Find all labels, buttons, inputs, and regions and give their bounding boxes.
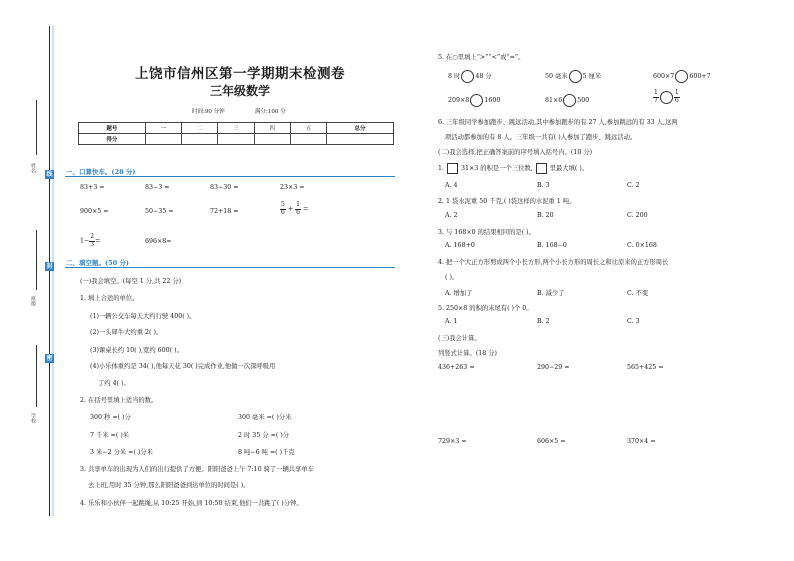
choice-2: 2. 1 袋水泥重 50 千克,( )袋这样的水泥重 1 吨。 (438, 198, 576, 205)
binding-line (49, 26, 50, 516)
calc-item: 729×3 = (438, 438, 467, 445)
choice-option[interactable]: C. 2 (627, 182, 640, 189)
q2-item: 2 时 35 分 =( )分 (238, 432, 290, 439)
choice-3: 3. 与 168×0 的结果相同的是( )。 (438, 229, 535, 236)
fraction: $\frac{1}{7}$ (654, 89, 658, 104)
s1-item: 50−35 = (145, 208, 174, 215)
seal-mark-3: 密 (46, 355, 53, 362)
q5-item: 8 时 48 分 (448, 70, 492, 83)
section-2-rule (65, 267, 395, 268)
question-2: 2. 在括号里填上适当的数。 (80, 397, 158, 404)
s1-fraction-sum: $\frac{5}{6}$ + $\frac{1}{6}$ = (281, 201, 309, 216)
score-cell[interactable] (145, 134, 181, 145)
exam-score: 满分:100 分 (255, 109, 286, 115)
choice-5: 5. 250×8 的积的末尾有( )个 0。 (438, 305, 533, 312)
exam-time: 时间:90 分钟 (192, 109, 225, 115)
name-blank[interactable] (36, 100, 37, 155)
question-5: 5. 在○里填上“>”“<”或“=”。 (438, 54, 525, 61)
score-header-cell: 一 (145, 123, 181, 134)
q5-item: 600×7 600+7 (653, 70, 711, 83)
subsection-1-title: (一)我会填空。(每空 1 分,共 22 分) (80, 278, 182, 285)
compare-circle[interactable] (563, 94, 576, 107)
compare-circle[interactable] (461, 70, 474, 83)
q2-item: 300 毫米 =( )分米 (238, 414, 292, 421)
calc-item: 565+425 = (627, 364, 664, 371)
score-cell[interactable] (254, 134, 290, 145)
choice-option[interactable]: A. 4 (445, 182, 458, 189)
s1-item: 83−30 = (210, 184, 239, 191)
exam-subtitle: 三年级数学 (209, 84, 270, 98)
fraction: $\frac{5}{6}$ (281, 201, 285, 216)
choice-option[interactable]: A. 168+0 (445, 242, 475, 249)
question-6: 6. 三年级同学参加跑步、跳远活动,其中参加跑步的有 27 人,参加跳远的有 33 人,这两 (438, 119, 678, 126)
q5-item: 209×8 1600 (448, 94, 500, 107)
name-label: 姓名 (30, 163, 36, 173)
score-header-cell: 总分 (327, 123, 394, 134)
seal-mark-2: 封 (46, 263, 53, 270)
q5-fraction-compare (653, 90, 680, 104)
question-1-4-cont: 了约 4( )。 (98, 380, 130, 387)
fraction: $\frac{1}{6}$ (674, 89, 679, 104)
score-table-row (79, 134, 394, 145)
compare-circle[interactable] (569, 70, 582, 83)
score-header-cell: 三 (218, 123, 254, 134)
compare-circle[interactable] (470, 94, 483, 107)
blank-square[interactable] (447, 163, 458, 174)
choice-option[interactable]: B. 2 (537, 318, 550, 325)
school-blank[interactable] (36, 345, 37, 407)
s1-item: 900×5 = (80, 208, 109, 215)
choice-option[interactable]: B. 168−0 (537, 242, 567, 249)
calc-item: 606×5 = (537, 438, 566, 445)
fraction: $\frac{2}{3}$ (90, 233, 95, 248)
question-1-3: (3)课桌长约 10( ),宽约 600( )。 (90, 347, 183, 354)
calc-item: 290−29 = (537, 364, 570, 371)
q5-item: 50 毫米 5 厘米 (545, 70, 601, 83)
score-header-cell: 四 (254, 123, 290, 134)
q2-item: 300 秒 =( )分 (90, 414, 131, 421)
blank-square[interactable] (536, 163, 547, 174)
calc-item: 436+263 = (438, 364, 475, 371)
binding-strip (52, 26, 54, 516)
question-4: 4. 乐乐和小伙伴一起跳绳,从 10:25 开始,到 10:50 结束,他们一共跳了( )分钟。 (80, 500, 303, 507)
question-1-1: (1)一辆公交车每天大约行驶 400( )。 (90, 313, 196, 320)
choice-4: 4. 把一个大正方形剪成两个小长方形,两个小长方形的周长之和比原来的正方形周长 (438, 259, 669, 266)
choice-option[interactable]: C. 200 (627, 212, 648, 219)
s1-item: 83−3 = (145, 184, 170, 191)
q2-item: 8 吨−6 吨 =( )千克 (238, 449, 295, 456)
choice-1: 1. 31×3 的积是一个三位数, 里最大填( )。 (438, 165, 589, 172)
score-header-cell: 题号 (79, 123, 146, 134)
choice-option[interactable]: A. 增加了 (445, 290, 473, 297)
calc-item: 370×4 = (627, 438, 656, 445)
subsection-3-title: (三)我会计算。 (438, 335, 481, 342)
score-table (78, 122, 394, 145)
section-1-rule (65, 176, 395, 177)
compare-circle[interactable] (675, 70, 688, 83)
question-3: 3. 共享单车的出现为人们的出行提供了方便。阳阳爸爸上午 7:10 骑了一辆共享单车 (80, 466, 314, 473)
s1-item: 23×3 = (280, 184, 305, 191)
score-header-cell: 五 (290, 123, 326, 134)
score-cell[interactable] (182, 134, 218, 145)
section-1-title: 一、口算快车。(28 分) (66, 168, 136, 176)
choice-4-cont: ( )。 (445, 274, 459, 281)
q5-item: 81×6 500 (545, 94, 589, 107)
section-2-title: 二、填空题。(50 分) (66, 259, 129, 267)
choice-option[interactable]: B. 20 (537, 212, 554, 219)
q2-item: 7 千米 =( )米 (90, 432, 130, 439)
score-table-header-row (79, 123, 394, 134)
choice-option[interactable]: B. 3 (537, 182, 550, 189)
choice-option[interactable]: A. 2 (445, 212, 458, 219)
question-3-cont: 去上班,用时 35 分钟,那么阳阳爸爸到达单位的时间是( )。 (88, 482, 250, 489)
choice-option[interactable]: C. 0×168 (627, 242, 657, 249)
choice-option[interactable]: A. 1 (445, 318, 458, 325)
question-6-cont: 项活动都参加的有 8 人。三年级一共有( )人参加了跑步、跳远活动。 (445, 134, 637, 141)
score-header-cell: 二 (182, 123, 218, 134)
choice-option[interactable]: C. 不变 (627, 290, 649, 297)
question-1-2: (2)一头犀牛大约重 2( )。 (90, 329, 163, 336)
score-cell[interactable] (218, 134, 254, 145)
q2-item: 3 米−2 分米 =( )分米 (90, 449, 153, 456)
score-cell[interactable] (290, 134, 326, 145)
s1-fraction-subtract: 1− $\frac{2}{3}$ = (80, 233, 101, 248)
score-cell[interactable] (327, 134, 394, 145)
s1-item: 72+18 = (210, 208, 239, 215)
question-1: 1. 填上合适的单位。 (80, 295, 139, 302)
exam-title: 上饶市信州区第一学期期末检测卷 (135, 66, 345, 82)
class-blank[interactable] (36, 230, 37, 290)
compare-circle[interactable] (660, 91, 673, 104)
s1-item: 696×8≈ (145, 238, 172, 245)
seal-mark-1: 线 (46, 171, 53, 178)
school-label: 学校 (30, 413, 36, 423)
question-1-4: (4)小乐体重约是 34( ),他每天花 30( )完成作业,他做一次深呼吸用 (90, 363, 276, 370)
choice-option[interactable]: B. 减少了 (537, 290, 565, 297)
choice-option[interactable]: C. 3 (627, 318, 640, 325)
subsection-2-title: (二)我会选择,把正确答案前的序号填入括号内。(10 分) (438, 149, 593, 156)
fraction: $\frac{1}{6}$ (296, 201, 300, 216)
score-row-label: 得分 (79, 134, 146, 145)
calc-title: 列竖式计算。(18 分) (438, 350, 498, 357)
s1-item: 83+3 = (80, 184, 105, 191)
class-label: 班级 (30, 296, 36, 306)
